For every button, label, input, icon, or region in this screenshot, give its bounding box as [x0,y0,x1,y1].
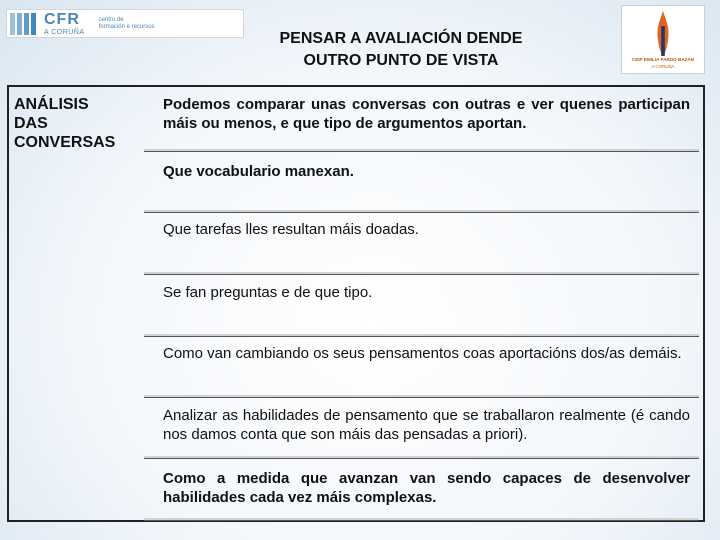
title-line-2: OUTRO PUNTO DE VISTA [303,52,499,69]
list-item: Como van cambiando os seus pensamentos coas aportacións dos/as demáis. [163,345,682,362]
cfr-desc-line1: centro de [98,17,124,24]
divider [144,334,699,337]
cfr-bar [24,13,29,35]
section-label-line: ANÁLISIS [14,96,89,113]
page-title [236,28,566,72]
ceip-logo-city: A CORUÑA [651,64,675,69]
cfr-logo-sub: A CORUÑA [44,28,85,36]
cfr-bar [31,13,36,35]
divider [144,456,699,459]
cfr-desc-line2: formación e recursos [98,23,155,30]
ceip-logo-name: CEIP EMILIA PARDO BAZÁN [631,57,695,62]
list-item: Analizar as habilidades de pensamento que se traballaron realmente (é cando nos damos conta que son máis das pensadas a priori). [163,407,690,443]
title-line-1: PENSAR A AVALIACIÓN DENDE [279,30,523,47]
list-item: Podemos comparar unas conversas con outras e ver quenes participan máis ou menos, e que tipo de argumentos aportan. [163,96,690,132]
cfr-bars-icon [10,13,38,35]
cfr-bar [17,13,22,35]
ceip-logo [621,5,705,74]
divider [144,395,699,398]
section-label [14,95,115,152]
list-item: Se fan preguntas e de que tipo. [163,284,373,301]
cfr-logo-main: CFR [44,10,80,28]
divider [144,149,699,152]
cfr-bar [10,13,15,35]
list-item: Como a medida que avanzan van sendo capaces de desenvolver habilidades cada vez máis complexas. [163,470,690,506]
section-label-line: DAS [14,115,48,132]
list-item: Que vocabulario manexan. [163,163,354,180]
list-item: Que tarefas lles resultan máis doadas. [163,221,419,238]
divider [144,272,699,275]
cfr-logo [6,9,244,38]
divider [144,210,699,213]
section-label-line: CONVERSAS [14,134,116,151]
divider [144,518,699,521]
school-emblem-icon [650,10,676,56]
